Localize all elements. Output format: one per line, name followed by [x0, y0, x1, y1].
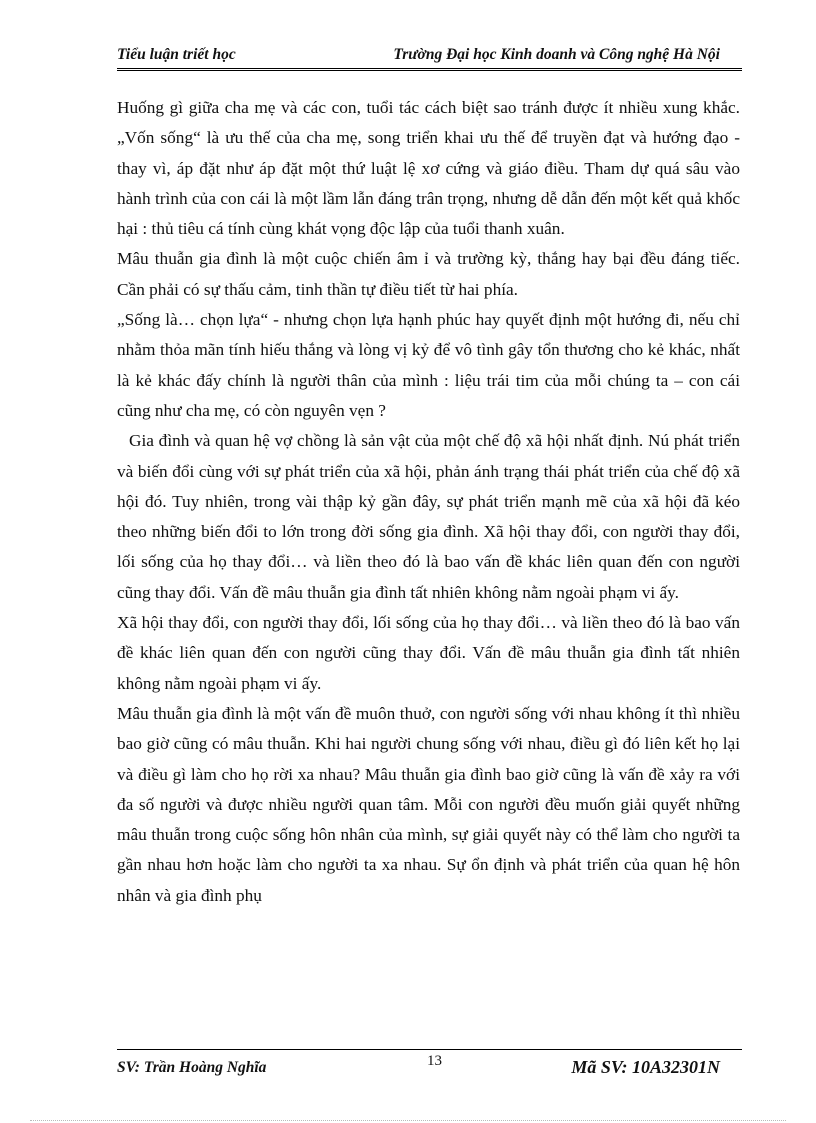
header-course-title: Tiểu luận triết học	[117, 46, 236, 63]
page-header	[117, 46, 742, 70]
page-number: 13	[427, 1053, 442, 1069]
paragraph-6: Mâu thuẫn gia đình là một vấn đề muôn thuở, con người sống với nhau không ít thì nhiều bao giờ cũng có mâu thuẫn. Khi hai người chung sống với nhau, điều gì đó liên kết họ lại và điều gì làm cho họ rời xa nhau? Mâu thuẫn gia đình bao giờ cũng là vấn đề xảy ra với đa số người và được nhiều người quan tâm. Mỗi con người đều muốn giải quyết những mâu thuẫn trong cuộc sống hôn nhân của mình, sự giải quyết này có thể làm cho người ta gần nhau hơn hoặc làm cho người ta xa nhau. Sự ổn định và phát triển của quan hệ hôn nhân và gia đình phụ	[117, 703, 740, 905]
paragraph-4: Gia đình và quan hệ vợ chồng là sản vật của một chế độ xã hội nhất định. Nú phát triển và biến đổi cùng với sự phát triển của xã hội, phản ánh trạng thái phát triển của chế độ xã hội đó. Tuy nhiên, trong vài thập kỷ gần đây, sự phát triển mạnh mẽ của xã hội đã kéo theo những biến đổi to lớn trong đời sống gia đình. Xã hội thay đổi, con người thay đổi, lối sống của họ thay đổi… và liền theo đó là bao vấn đề khác liên quan đến con người cũng thay đổi. Vấn đề mâu thuẫn gia đình tất nhiên không nằm ngoài phạm vi ấy.	[117, 431, 740, 602]
footer-student-name: SV: Trần Hoàng Nghĩa	[117, 1059, 267, 1076]
paragraph-5: Xã hội thay đổi, con người thay đổi, lối sống của họ thay đổi… và liền theo đó là bao vấn đề khác liên quan đến con người cũng thay đổi. Vấn đề mâu thuẫn gia đình tất nhiên không nằm ngoài phạm vi ấy.	[117, 613, 740, 693]
paragraph-2: Mâu thuẫn gia đình là một cuộc chiến âm ỉ và trường kỳ, thắng hay bại đều đáng tiếc. Cần phải có sự thấu cảm, tinh thần tự điều tiết từ hai phía.	[117, 249, 740, 299]
footer-student-id: Mã SV: 10A32301N	[571, 1057, 720, 1077]
paragraph-1: Huống gì giữa cha mẹ và các con, tuổi tác cách biệt sao tránh được ít nhiều xung khắc. „Vốn sống“ là ưu thế của cha mẹ, song triển khai ưu thế để truyền đạt và hướng đạo - thay vì, áp đặt như áp đặt một thứ luật lệ xơ cứng và giáo điều. Tham dự quá sâu vào hành trình của con cái là một lầm lẫn đáng trân trọng, nhưng dễ dẫn đến một kết quả khốc hại : thủ tiêu cá tính cùng khát vọng độc lập của tuổi thanh xuân.	[117, 98, 740, 239]
page-footer	[117, 1049, 742, 1089]
document-body	[117, 93, 740, 911]
footer-rule	[117, 1049, 742, 1050]
paragraph-3: „Sống là… chọn lựa“ - nhưng chọn lựa hạnh phúc hay quyết định một hướng đi, nếu chỉ nhằm thỏa mãn tính hiếu thắng và lòng vị kỷ để vô tình gây tổn thương cho kẻ khác, nhất là kẻ khác đấy chính là người thân của mình : liệu trái tim của mỗi chúng ta – con cái cũng như cha mẹ, có còn nguyên vẹn ?	[117, 310, 740, 420]
header-university-name: Trường Đại học Kinh doanh và Công nghệ Hà Nội	[393, 46, 720, 63]
header-rule	[117, 68, 742, 71]
page-bottom-border	[30, 1120, 786, 1121]
